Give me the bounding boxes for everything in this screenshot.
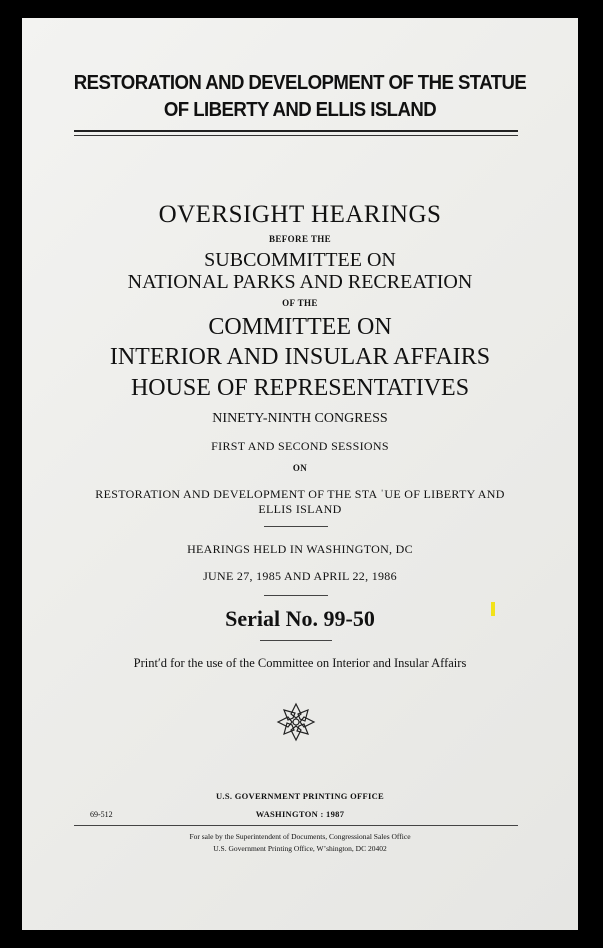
on-label: ON <box>292 463 308 473</box>
of-the-label: OF THE <box>282 298 318 308</box>
report-title-line-2: OF LIBERTY AND ELLIS ISLAND <box>163 99 437 121</box>
title-rule-thin <box>74 135 518 136</box>
house-label: HOUSE OF REPRESENTATIVES <box>130 375 470 401</box>
hearing-heading: OVERSIGHT HEARINGS <box>158 201 442 228</box>
subject-line-1: RESTORATION AND DEVELOPMENT OF THE STA ˈUE OF LIBERTY AND <box>95 487 505 501</box>
printed-for-note: Print′d for the use of the Committee on Interior and Insular Affairs <box>133 656 467 670</box>
title-rule-thick <box>74 130 518 132</box>
serial-number: Serial No. 99-50 <box>225 606 375 631</box>
divider-1 <box>264 526 328 527</box>
gpo-emblem-icon <box>274 700 318 744</box>
report-title <box>41 70 558 124</box>
document-page <box>22 18 578 930</box>
divider-2 <box>264 595 328 596</box>
imprint-rule <box>74 825 518 826</box>
subcommittee-label: SUBCOMMITTEE ON <box>204 249 396 271</box>
sessions-label: FIRST AND SECOND SESSIONS <box>211 439 389 453</box>
committee-label: COMMITTEE ON <box>208 314 392 340</box>
subject-line-2: ELLIS ISLAND <box>258 502 342 516</box>
highlight-mark <box>491 602 495 616</box>
subject <box>22 487 578 517</box>
sale-note-line-1: For sale by the Superintendent of Documents, Congressional Sales Office <box>189 832 411 841</box>
divider-3 <box>260 640 332 641</box>
report-title-line-1: RESTORATION AND DEVELOPMENT OF THE STATUE <box>73 72 527 94</box>
hearing-dates: JUNE 27, 1985 AND APRIL 22, 1986 <box>203 569 397 583</box>
congress-label: NINETY-NINTH CONGRESS <box>212 411 388 426</box>
washington-year: WASHINGTON : 1987 <box>255 809 345 819</box>
document-code: 69-512 <box>90 810 113 819</box>
sale-note-line-2: U.S. Government Printing Office, Wʼshington, DC 20402 <box>213 844 387 853</box>
committee-name: INTERIOR AND INSULAR AFFAIRS <box>109 344 491 370</box>
printing-office: U.S. GOVERNMENT PRINTING OFFICE <box>215 791 385 801</box>
subcommittee-name: NATIONAL PARKS AND RECREATION <box>127 271 473 293</box>
hearings-held: HEARINGS HELD IN WASHINGTON, DC <box>187 542 413 556</box>
before-the-label: BEFORE THE <box>268 234 332 244</box>
